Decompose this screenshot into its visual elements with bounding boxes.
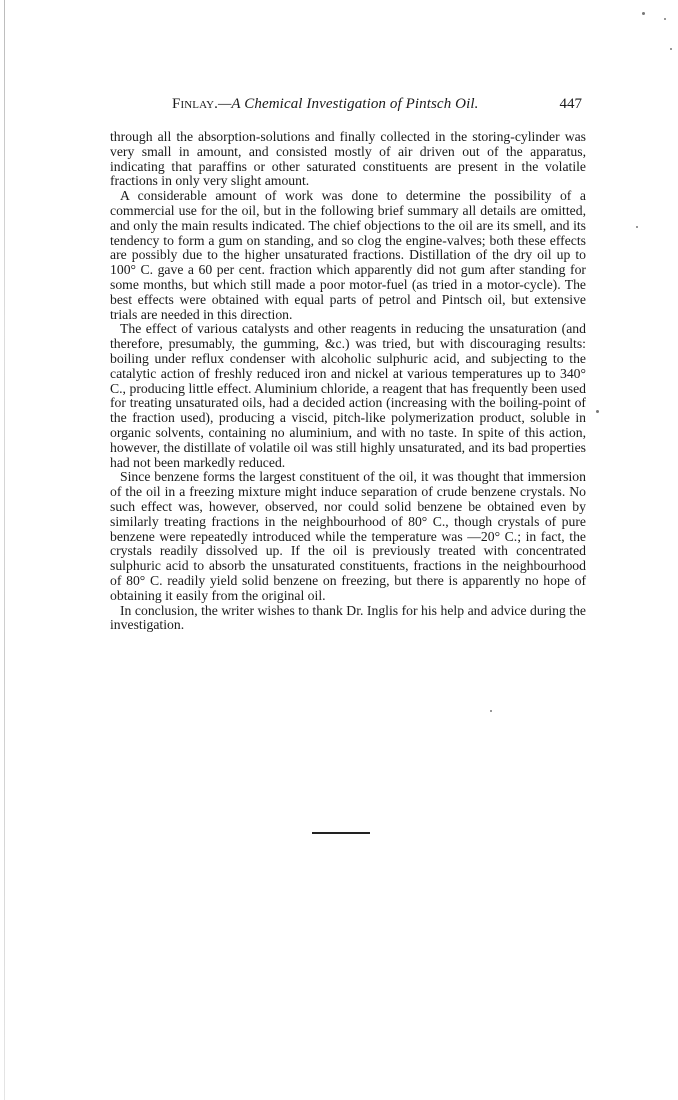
scan-speck	[596, 410, 599, 413]
body-text	[110, 130, 586, 633]
scan-speck	[636, 226, 638, 228]
page-number: 447	[559, 96, 582, 112]
scan-speck	[490, 710, 492, 712]
paragraph-benzene: Since benzene forms the largest constituent of the oil, it was thought that immersion of the oil in a freezing mixture might induce separation of crude benzene crystals. No such effect was, however, observed, nor could solid benzene be obtained even by similarly treating fractions in the neighbourhood of 80° C., though crystals of pure benzene were repeatedly introduced while the temperature was —20° C.; in fact, the crystals readily dissolved up. If the oil is previously treated with concentrated sulphuric acid to absorb the unsaturated constituents, fractions in the neighbourhood of 80° C. readily yield solid benzene on freezing, but there is apparently no hope of obtaining it easily from the original oil.	[110, 469, 586, 603]
running-title	[172, 96, 478, 113]
paragraph-commercial-use: A considerable amount of work was done to determine the possibility of a commercial use for the oil, but in the following brief summary all details are omitted, and only the main results indicated. The chief objections to the oil are its smell, and its tendency to form a gum on standing, and so clog the engine-valves; both these effects are possibly due to the higher unsaturated fractions. Distillation of the dry oil up to 100° C. gave a 60 per cent. fraction which apparently did not gum after standing for some months, but which still made a poor motor-fuel (as tried in a motor-cycle). The best effects were obtained with equal parts of petrol and Pintsch oil, but extensive trials are needed in this direction.	[110, 188, 586, 322]
scan-speck	[664, 18, 666, 20]
running-header	[172, 96, 582, 118]
scan-speck	[670, 48, 672, 50]
running-title-text: —A Chemical Investigation of Pintsch Oil.	[218, 96, 479, 112]
scan-speck	[642, 12, 645, 15]
end-rule	[312, 832, 370, 834]
paragraph-conclusion: In conclusion, the writer wishes to thank Dr. Inglis for his help and advice during the investigation.	[110, 602, 586, 633]
scan-edge	[4, 0, 5, 1100]
running-title-author: Finlay.	[172, 96, 218, 112]
paragraph-continuation: through all the absorption-solutions and finally collected in the storing-cylinder was very small in amount, and consisted mostly of air driven out of the apparatus, indicating that paraffins or other saturated constituents are present in the volatile fractions in only very slight amount.	[110, 129, 586, 189]
paragraph-catalysts: The effect of various catalysts and other reagents in reducing the unsaturation (and therefore, presumably, the gumming, &c.) was tried, but with discouraging results: boiling under reflux condenser with alcoholic sulphuric acid, and subjecting to the catalytic action of freshly reduced iron and nickel at various temperatures up to 340° C., producing little effect. Aluminium chloride, a reagent that has frequently been used for treating unsaturated oils, had a decided action (increasing with the boiling-point of the fraction used), producing a viscid, pitch-like polymerization product, soluble in organic solvents, containing no aluminium, and with no taste. In spite of this action, however, the distillate of volatile oil was still highly unsaturated, and its bad properties had not been markedly reduced.	[110, 321, 586, 470]
